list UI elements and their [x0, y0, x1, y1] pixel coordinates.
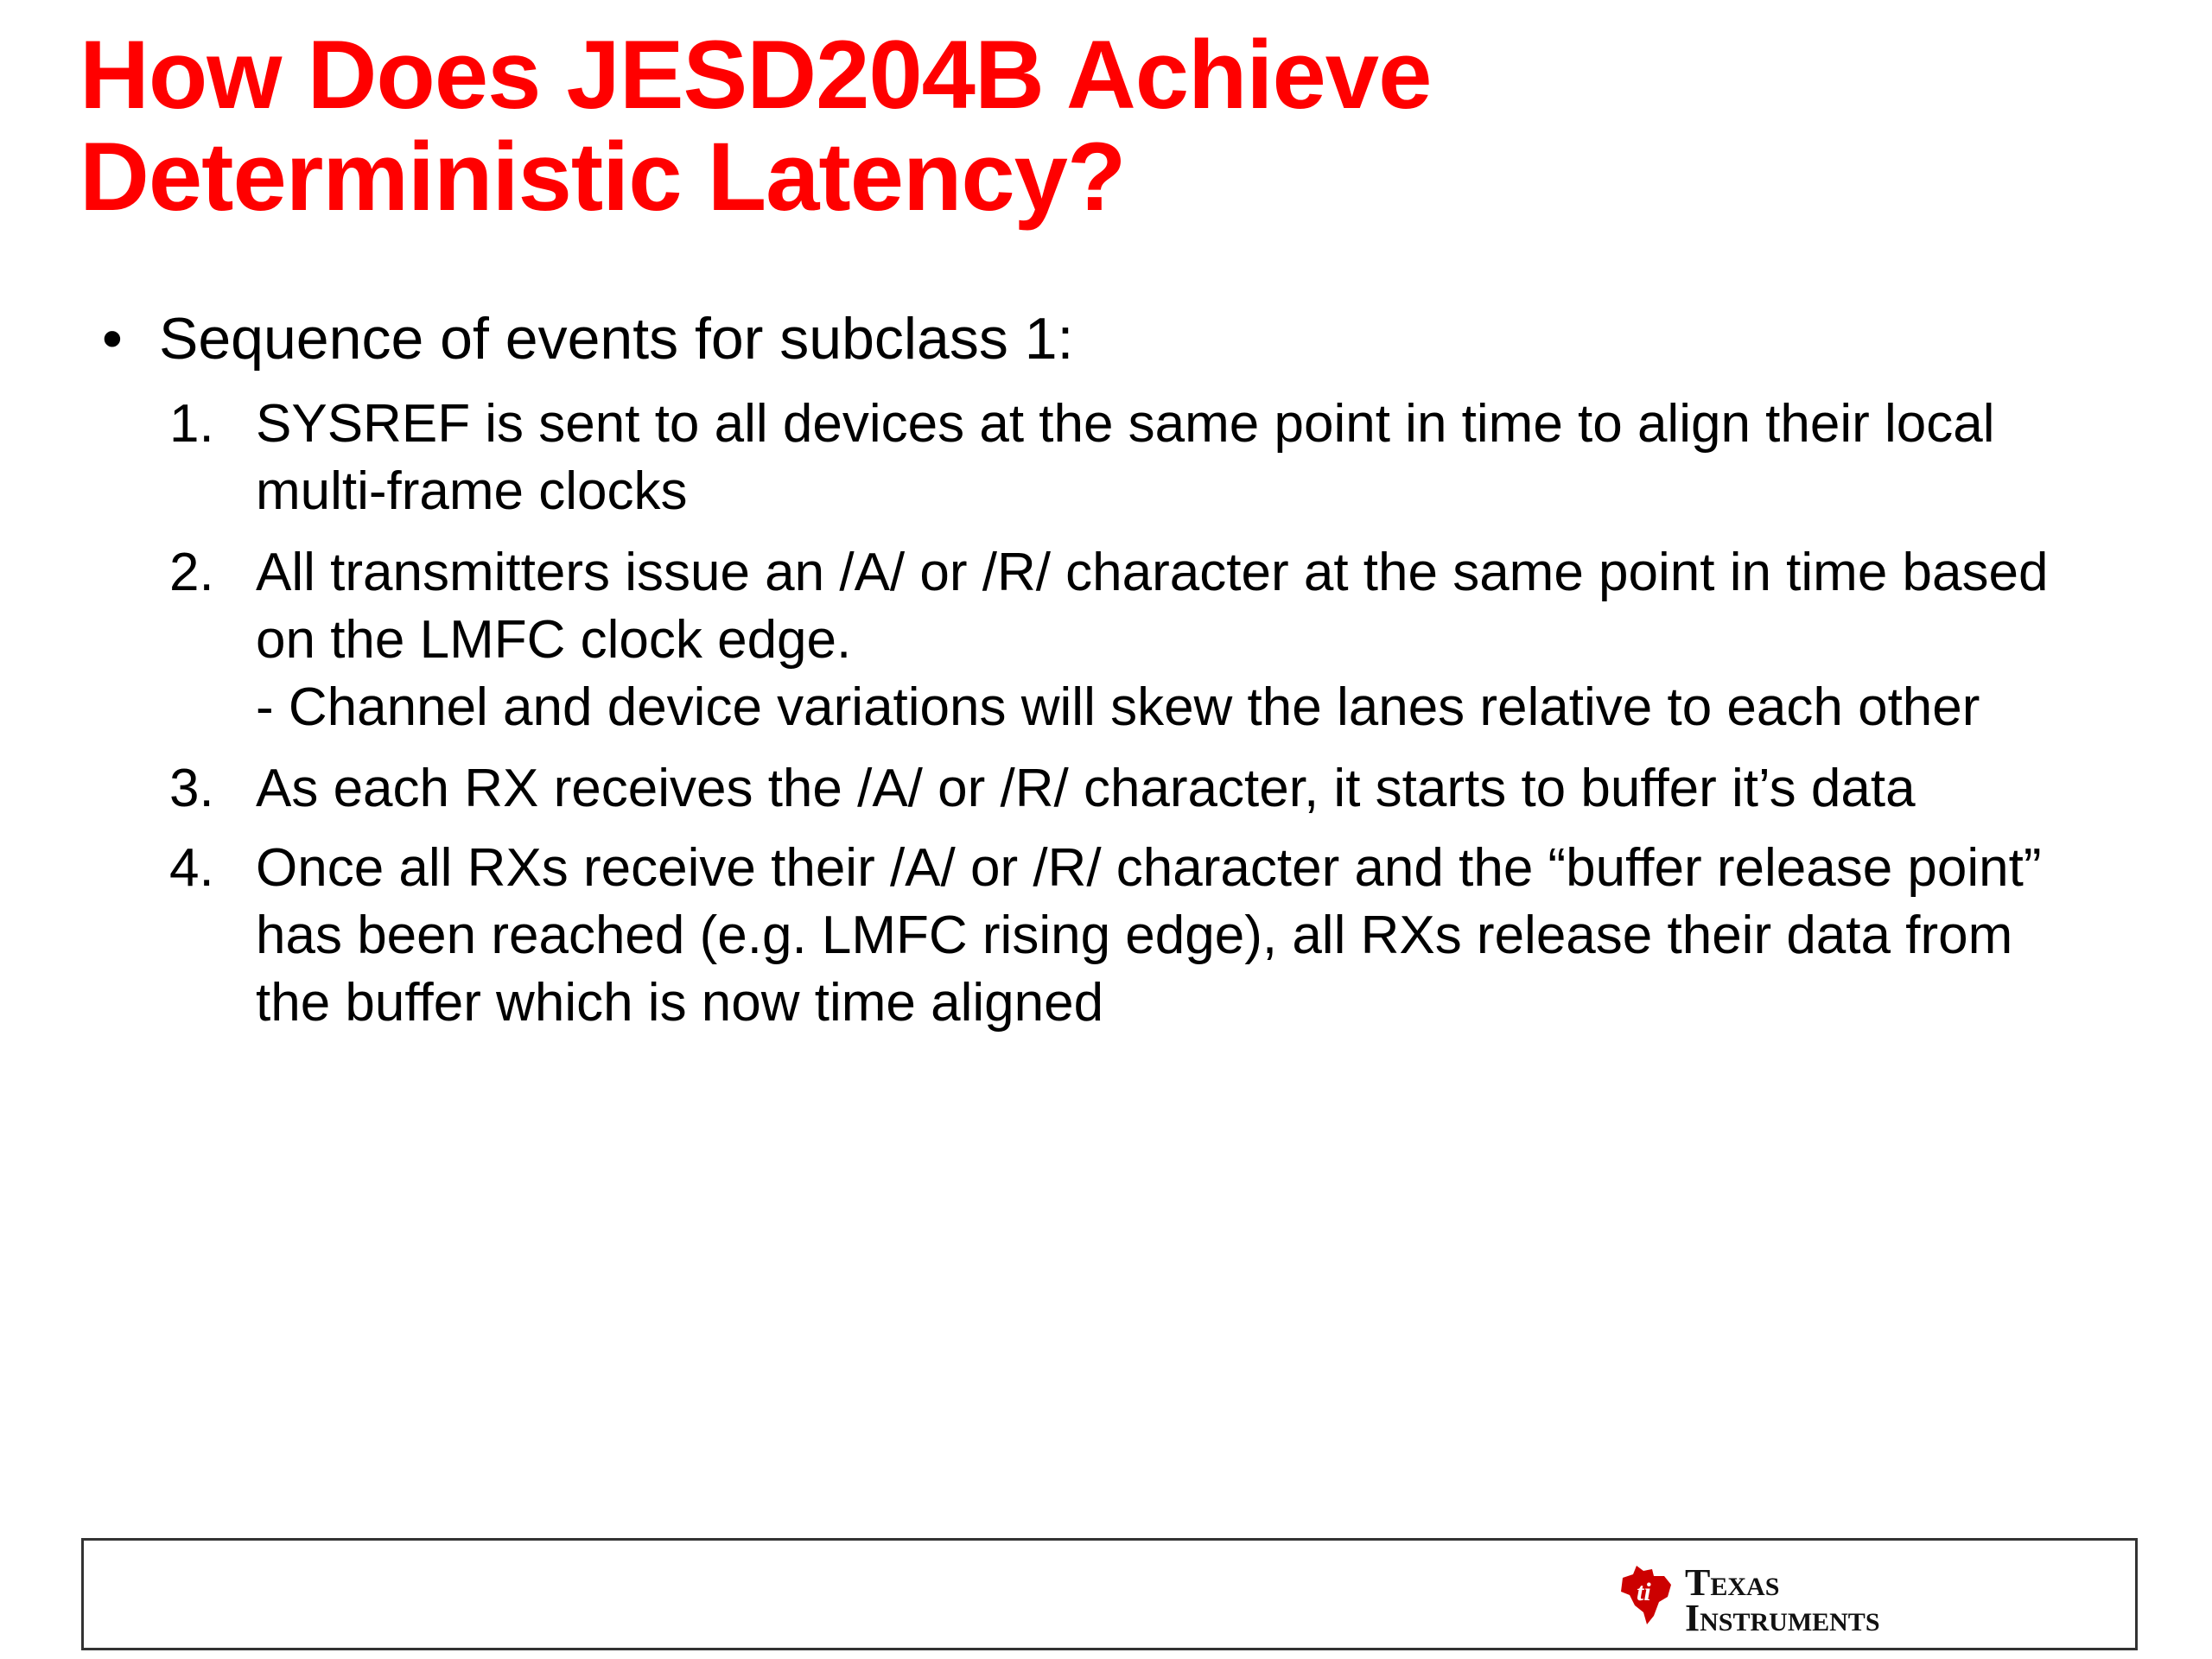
step-text: [256, 755, 2139, 823]
logo-line-2: INSTRUMENTS: [1685, 1597, 1880, 1639]
slide-title-line-2: Deterministic Latency?: [79, 123, 1126, 231]
step-text: [256, 835, 2139, 1037]
slide-title-line-1: How Does JESD204B Achieve: [79, 21, 1432, 129]
texas-instruments-logo: [1614, 1561, 1891, 1639]
step-number: 4.: [169, 838, 214, 898]
step-line: has been reached (e.g. LMFC rising edge), all RXs release their data from: [256, 906, 2013, 965]
ti-wordmark: [1685, 1561, 1880, 1639]
bullet-text: Sequence of events for subclass 1:: [159, 306, 1074, 372]
step-line: the buffer which is now time aligned: [256, 973, 1104, 1033]
step-text: [256, 539, 2139, 741]
step-number: 1.: [169, 394, 214, 454]
slide-title: [79, 21, 2067, 231]
svg-text:ti: ti: [1637, 1578, 1651, 1606]
step-line: All transmitters issue an /A/ or /R/ character at the same point in time based: [256, 543, 2049, 602]
step-line: SYSREF is sent to all devices at the same point in time to align their local: [256, 394, 1995, 454]
step-line: on the LMFC clock edge.: [256, 610, 852, 670]
step-line: multi-frame clocks: [256, 461, 688, 521]
bullet-symbol: •: [102, 306, 123, 372]
step-text: [256, 391, 2139, 525]
logo-line-1: TEXAS: [1685, 1561, 1780, 1604]
step-subline: - Channel and device variations will skew the lanes relative to each other: [256, 677, 1980, 737]
texas-instruments-icon: [1614, 1562, 1680, 1628]
step-number: 3.: [169, 759, 214, 818]
step-line: Once all RXs receive their /A/ or /R/ character and the “buffer release point”: [256, 838, 2042, 898]
step-number: 2.: [169, 543, 214, 602]
step-line: As each RX receives the /A/ or /R/ character, it starts to buffer it’s data: [256, 759, 1916, 818]
